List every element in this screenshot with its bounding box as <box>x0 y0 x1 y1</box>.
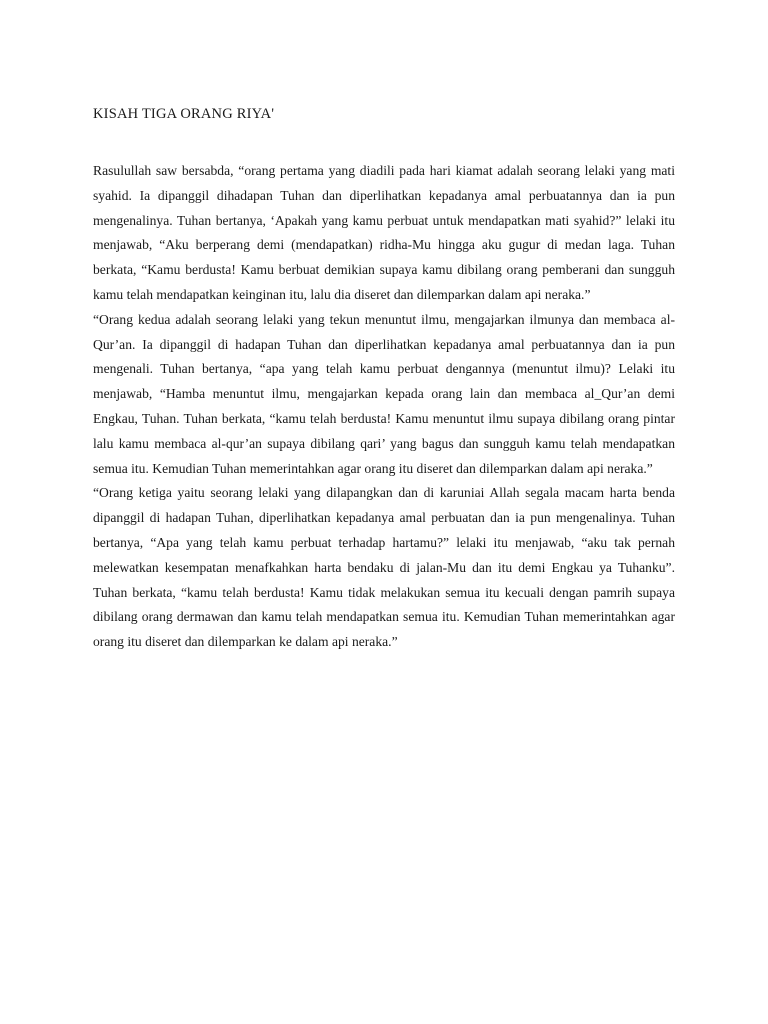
document-title: KISAH TIGA ORANG RIYA' <box>93 106 275 122</box>
document-body <box>93 159 675 655</box>
paragraph-first-person: Rasulullah saw bersabda, “orang pertama yang diadili pada hari kiamat adalah seorang lelaki yang mati syahid. Ia dipanggil dihadapan Tuhan dan diperlihatkan kepadanya amal perbuatannya dan ia pun mengenalinya. Tuhan bertanya, ‘Apakah yang kamu perbuat untuk mendapatkan mati syahid?” lelaki itu menjawab, “Aku berperang demi (mendapatkan) ridha-Mu hingga aku gugur di medan laga. Tuhan berkata, “Kamu berdusta! Kamu berbuat demikian supaya kamu dibilang orang pemberani dan sungguh kamu telah mendapatkan keinginan itu, lalu dia diseret dan dilemparkan dalam api neraka.” <box>93 163 675 302</box>
paragraph-third-person: “Orang ketiga yaitu seorang lelaki yang dilapangkan dan di karuniai Allah segala macam harta benda dipanggil di hadapan Tuhan, diperlihatkan kepadanya amal perbuatan dan ia pun mengenalinya. Tuhan bertanya, “Apa yang telah kamu perbuat terhadap hartamu?” lelaki itu menjawab, “aku tak pernah melewatkan kesempatan menafkahkan harta bendaku di jalan-Mu dan itu demi Engkau ya Tuhanku”. Tuhan berkata, “kamu telah berdusta! Kamu tidak melakukan semua itu kecuali dengan pamrih supaya dibilang orang dermawan dan kamu telah mendapatkan semua itu. Kemudian Tuhan memerintahkan agar orang itu diseret dan dilemparkan ke dalam api neraka.” <box>93 485 675 650</box>
paragraph-second-person: “Orang kedua adalah seorang lelaki yang tekun menuntut ilmu, mengajarkan ilmunya dan membaca al-Qur’an. Ia dipanggil di hadapan Tuhan dan diperlihatkan kepadanya amal perbuatannya dan ia pun mengenali. Tuhan bertanya, “apa yang telah kamu perbuat dengannya (menuntut ilmu)? Lelaki itu menjawab, “Hamba menuntut ilmu, mengajarkan kepada orang lain dan membaca al_Qur’an demi Engkau, Tuhan. Tuhan berkata, “kamu telah berdusta! Kamu menuntut ilmu supaya dibilang orang pintar lalu kamu membaca al-qur’an supaya dibilang qari’ yang bagus dan sungguh kamu telah mendapatkan semua itu. Kemudian Tuhan memerintahkan agar orang itu diseret dan dilemparkan dalam api neraka.” <box>93 311 675 476</box>
